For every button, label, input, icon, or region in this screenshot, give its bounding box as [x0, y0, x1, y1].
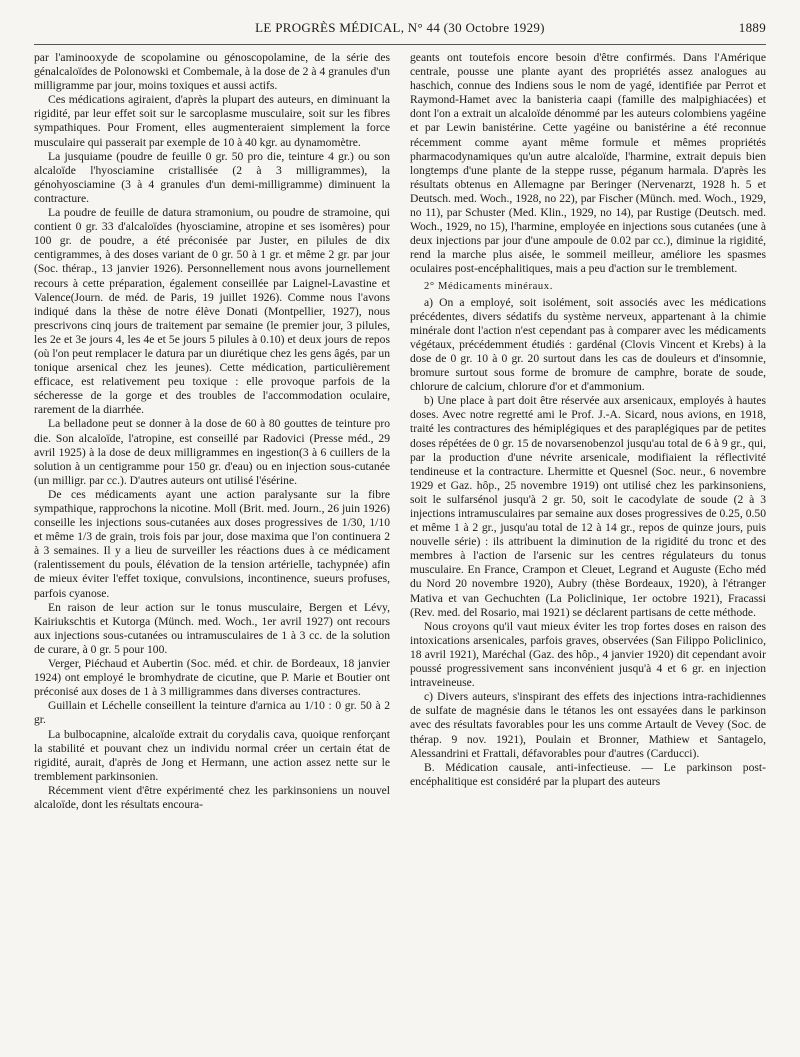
paragraph: par l'aminooxyde de scopolamine ou génoscopolamine, de la série des génalcaloïdes de Polonowski et Combemale, à la dose de 2 à 4 granules d'un milligramme par jour, moins toxiques et aussi actifs. [34, 51, 390, 93]
section-heading-paragraph: B. Médication causale, anti-infectieuse. — Le parkinson post-encéphalitique est considéré par la plupart des auteurs [410, 760, 766, 788]
paragraph: La bulbocapnine, alcaloïde extrait du corydalis cava, quoique renforçant la stabilité et pouvant chez un individu normal créer un certain état de rigidité, aurait, d'après de Jong et Hermann, une action assez nette sur le tremblement parkinsonien. [34, 727, 390, 783]
paragraph: b) Une place à part doit être réservée aux arsenicaux, employés à hautes doses. Avec notre regretté ami le Prof. J.-A. Sicard, nous avions, en 1918, traité les contractures des hémiplégiques et des paraplégiques par de petites doses répétées de 0 gr. 15 de novarsenobenzol jusqu'au total de 6 à 9 gr., qui, par la production d'une névrite arsenicale, modifiaient la réflectivité tendineuse et la contracture. Lhermitte et Quesnel (Soc. neur., 6 novembre 1929 et Gaz. hôp., 25 novembre 1919) ont utilisé chez les parkinsoniens, soit le sulfarsénol jusqu'à 2 gr. 50, soit le cacodylate de soude (2 à 3 injections intramusculaires par semaine aux doses progressives de 0.25, 0.50 et même 1 à 2 gr., jusqu'au total de 12 à 14 gr., repos de quinze jours, puis nouvelle série) : ils attribuent la diminution de la rigidité du tronc et des membres à l'action de l'arsenic sur les centres régulateurs du tonus musculaire. En France, Crampon et Cleuet, Legrand et Auguste (Echo méd du Nord 20 novembre 1920), Aubry (thèse Bordeaux, 1920), à l'étranger Mativa et van Gechuchten (La Policlinique, 1er octobre 1921), Fracassi (Rev. med. del Rosario, mai 1921) se déclarent partisans de cette méthode. [410, 394, 766, 619]
page-number: 1889 [738, 20, 766, 35]
paragraph: Verger, Piéchaud et Aubertin (Soc. méd. et chir. de Bordeaux, 18 janvier 1924) ont employé le bromhydrate de cicutine, que P. Marie et Boutier ont préconisé aux doses de 1 à 3 milligrammes dans diverses contractures. [34, 657, 390, 699]
paragraph: c) Divers auteurs, s'inspirant des effets des injections intra-rachidiennes de sulfate de magnésie dans le tétanos les ont essayées dans le parkinson avec des résultats favorables pour les uns comme Artault de Vevey (Soc. de thérap. 9 nov. 1921), Poulain et Bronner, Mathiew et Santagelo, Alessandrini et Frattali, défavorables pour d'autres (Carducci). [410, 690, 766, 760]
running-header [34, 14, 766, 38]
paragraph: De ces médicaments ayant une action paralysante sur la fibre sympathique, rapprochons la nicotine. Moll (Brit. med. Journ., 26 juin 1926) conseille les injections sous-cutanées aux doses progressives de 1/30, 1/10 et même 1/3 de grain, trois fois par jour, dose maxima que l'on continuera 2 à 3 semaines. Il y a lieu de surveiller les réactions dues à ce médicament (ralentissement du pouls, élévation de la tension artérielle, tachypnée) afin de mieux éviter l'effet toxique, convulsions, incontinence, sueurs profuses, parfois cyanose. [34, 487, 390, 600]
paragraph: La belladone peut se donner à la dose de 60 à 80 gouttes de teinture pro die. Son alcaloïde, l'atropine, est conseillé par Radovici (Presse méd., 29 avril 1925) à la dose de deux milligrammes en ingestion(3 à 6 cuillers de la solution à un centigramme pour 150 gr. d'eau) ou en injection sous-cutanée (un milligr. par cc.). D'autres auteurs ont utilisé l'ésérine. [34, 417, 390, 487]
paragraph: geants ont toutefois encore besoin d'être confirmés. Dans l'Amérique centrale, pousse une plante ayant des propriétés assez analogues au haschich, connue des Indiens sous le nom de yagé, identifiée par Perrot et Raymond-Hamet avec la banisteria caapi (famille des malpighiacées) et dont l'on a extrait un alcaloïde dénommé par les auteurs colombiens yagéine et par Lewin banistérine. Cette yagéine ou banistérine a été reconnue récemment comme ayant même formule et mêmes propriétés pharmacodynamiques qu'un autre alcaloïde, l'harmine, extrait depuis bien longtemps d'une plante de la steppe russe, péganum harmala. D'après les résultats obtenus en Allemagne par Beringer (Nervenarzt, 1928 h. 5 et Deutsch. med. Woch., 1928, no 22), par Fischer (Münch. med. Woch., 1929, no 11), par Schuster (Med. Klin., 1929, no 14), par Rustige (Deutsch. med. Woch., 1929, no 15), l'harmine, employée en injections sous cutanées (une à deux injections par jour d'une ampoule de 0.02 par cc.), diminue la rigidité, rend la marche plus aisée, le sommeil meilleur, améliore les spasmes oculaires post-encéphalitiques, mais a peu d'action sur le tremblement. [410, 51, 766, 276]
paragraph: La poudre de feuille de datura stramonium, ou poudre de stramoine, qui contient 0 gr. 33 d'alcaloïdes (hyosciamine, atropine et ses isomères) pour 100 gr. de poudre, a été préconisée par Juster, en pilules de dix centigrammes, à des doses variant de 0 gr. 50 à 1 gr. et même 2 gr. par jour (Soc. thérap., 13 janvier 1926). Personnellement nous avons journellement recours à cette préparation, également conseillée par Laignel-Lavastine et Valence(Journ. de méd. de Paris, 19 juillet 1926). Comme nous l'avons indiqué dans la thèse de notre élève Donati (Montpellier, 1927), nous prescrivons cinq jours de traitement par semaine (le premier jour, 3 pilules, les 2e et 3e jours 4, les 4e et 5e jours 5 pilules à 0.10) et deux jours de repos (où l'on peut remplacer le datura par un diurétique chez les gens âgés, par un tonique arsenical chez les jeunes). Cette médication, particulièrement efficace, est relativement peu toxique : elle provoque parfois de la sécheresse de la gorge et des troubles de l'accommodation oculaire, rarement de la diarrhée. [34, 206, 390, 417]
paragraph: En raison de leur action sur le tonus musculaire, Bergen et Lévy, Kairiukschtis et Kutorga (Münch. med. Woch., 1er avril 1927) ont recours aux injections sous-cutanées ou intramusculaires de 1 à 3 cc. de la solution de curare, à 0 gr. 5 pour 100. [34, 600, 390, 656]
left-column [34, 51, 390, 812]
paragraph: Nous croyons qu'il vaut mieux éviter les trop fortes doses en raison des intoxications arsenicales, parfois graves, observées (San Filippo Policlinico, 18 avril 1921), Maréchal (Gaz. des hôp., 4 janvier 1920) dit cependant avoir poussé progressivement sans inconvénient jusqu'à 4 et 6 gr. en injection intraveineuse. [410, 619, 766, 690]
header-rule [34, 44, 766, 45]
section-subheading: 2° Médicaments minéraux. [424, 280, 553, 292]
right-column [410, 51, 766, 812]
paragraph: Guillain et Léchelle conseillent la teinture d'arnica au 1/10 : 0 gr. 50 à 2 gr. [34, 699, 390, 727]
paragraph: a) On a employé, soit isolément, soit associés avec les médications précédentes, divers sédatifs du système nerveux, appartenant à la chimie minérale dont l'action n'est cependant pas à comparer avec les médicaments végétaux, précédemment étudiés : gardénal (Clovis Vincent et Krebs) à la dose de 0 gr. 10 à 0 gr. 20 surtout dans les cas de douleurs et d'insomnie, bromure surtout sous forme de bromure de camphre, borate de soude, chlorure de calcium, chlorure d'or et d'ammonium. [410, 295, 766, 394]
paragraph: La jusquiame (poudre de feuille 0 gr. 50 pro die, teinture 4 gr.) ou son alcaloïde l'hyosciamine cristallisée (2 à 3 milligrammes), la génohyosciamine (3 à 4 granules d'un demi-milligramme) diminuent la contracture. [34, 149, 390, 205]
journal-title: LE PROGRÈS MÉDICAL, N° 44 (30 Octobre 1929) [255, 20, 545, 35]
two-column-body [34, 51, 766, 812]
paragraph: Ces médications agiraient, d'après la plupart des auteurs, en diminuant la rigidité, par leur effet soit sur le sarcoplasme musculaire, soit sur les fibres sympathiques. Pour Froment, elles augmenteraient simplement la force musculaire qui passerait par exemple de 10 à 40 kgr. au dynamomètre. [34, 93, 390, 149]
paragraph: Récemment vient d'être expérimenté chez les parkinsoniens un nouvel alcaloïde, dont les résultats encoura- [34, 783, 390, 811]
